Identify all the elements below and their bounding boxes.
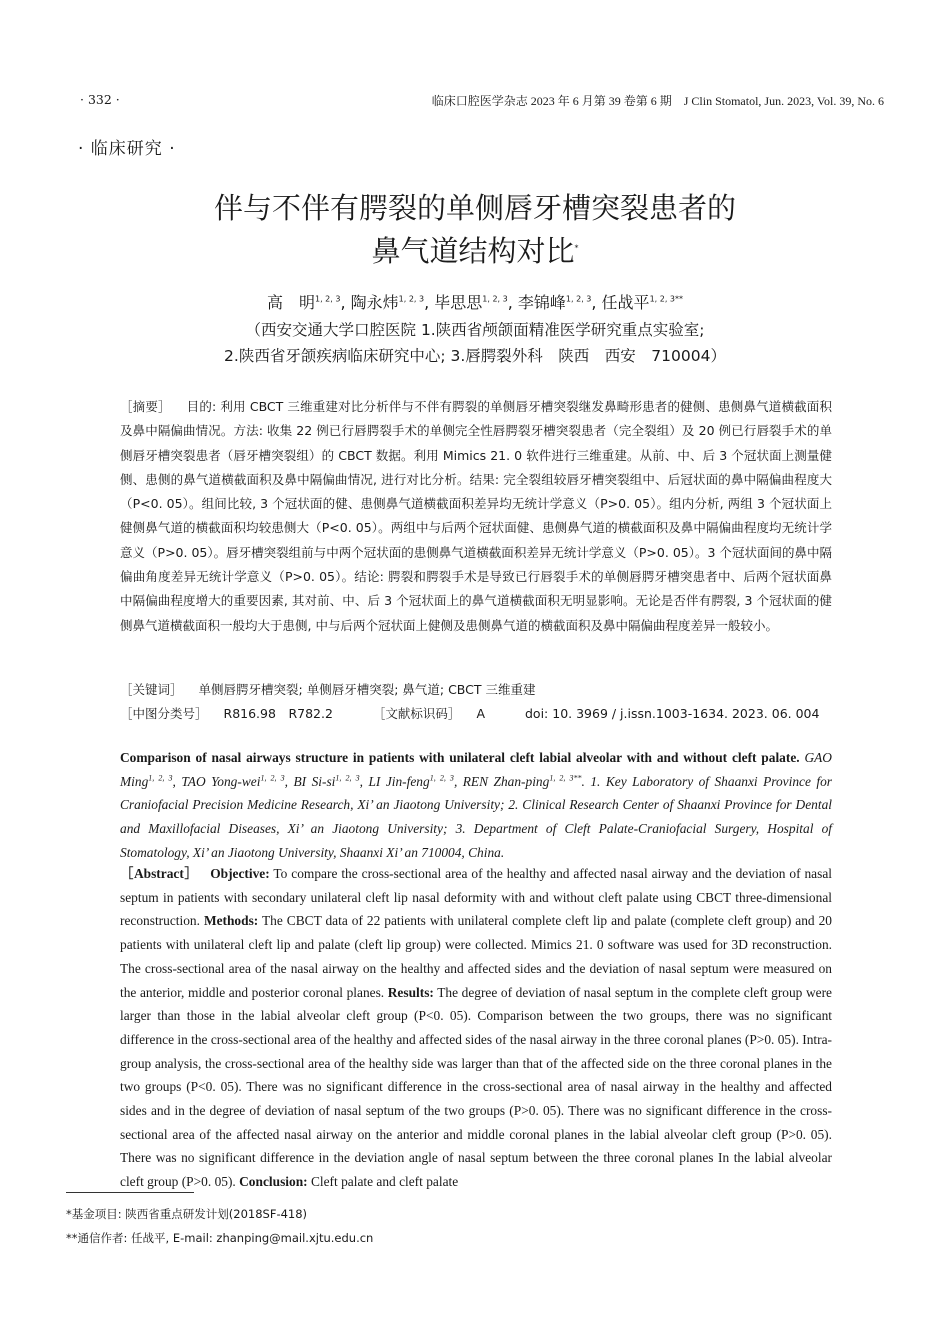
section-label: · 临床研究 · [78,139,176,159]
doi: doi: 10. 3969 / j.issn.1003-1634. 2023. 06. 004 [525,706,820,721]
author-list: 高 明$^{1, 2, 3}$, 陶永炜$^{1, 2, 3}$, 毕思思$^{1, 2, 3}$, 李锦峰$^{1, 2, 3}$, 任战平$^{1, 2, 3**}$ [266,293,684,312]
article-title-line-1: 伴与不伴有腭裂的单侧唇牙槽突裂患者的 [213,191,736,225]
author: LI Jin-feng [368,773,430,789]
results-text: The degree of deviation of nasal septum in the complete cleft group were larger than those in the labial alveolar cleft group (P<0. 05). Comparison between the two groups, there was no significant difference in the cross-sectional area of the healthy and affected sides of the nasal airway in the three coronal planes (P>0. 05). Intra-group analysis, the cross-sectional area of the healthy side was larger than that of the affected side on the three coronal planes in the two groups (P<0. 05). There was no significant difference in the cross-sectional area of nasal airway in the healthy and affected sides and in the degree of deviation of nasal septum of the two groups (P>0. 05). There was no significant difference in the cross-sectional area of the affected nasal airway on the anterior and middle coronal planes in the labial alveolar cleft group (P>0. 05). There was no significant difference in the deviation angle of nasal septum between the three coronal planes In the labial alveolar cleft group (P>0. 05). [120,984,833,1190]
chinese-keywords [120,678,832,702]
english-abstract [120,862,832,1194]
methods-label: Methods: [203,913,259,929]
abstract-text: 目的: 利用 CBCT 三维重建对比分析伴与不伴有腭裂的单侧唇牙槽突裂继发鼻畸形患者的健侧、患侧鼻气道横截面积及鼻中隔偏曲情况。方法: 收集 22 例已行唇腭裂手术的单侧完全性唇腭裂牙槽突裂患者（完全裂组）及 20 例已行唇裂手术的单侧唇牙槽突裂患者（唇牙槽突裂组）的 CBCT 数据。利用 Mimics 21. 0 软件进行三维重建。从前、中、后 3 个冠状面上测量健侧、患侧的鼻气道横截面积及鼻中隔偏曲情况, 进行对比分析。结果: 完全裂组较唇牙槽突裂组中、后冠状面的鼻中隔偏曲程度大（P<0. 05）。组间比较, 3 个冠状面的健、患侧鼻气道横截面积差异均无统计学意义（P>0. 05）。组内分析, 两组 3 个冠状面上健侧鼻气道的横截面积均较患侧大（P<0. 05）。两组中与后两个冠状面健、患侧鼻气道的横截面积及鼻中隔偏曲程度均无统计学意义（P>0. 05）。唇牙槽突裂组前与中两个冠状面的患侧鼻气道横截面积差异无统计学意义（P>0. 05）。3 个冠状面间的鼻中隔偏曲角度差异无统计学意义（P>0. 05）。结论: 腭裂和腭裂手术是导致已行唇裂手术的单侧唇腭牙槽突患者中、后两个冠状面鼻中隔偏曲程度增大的重要因素, 其对前、中、后 3 个冠状面上的鼻气道横截面积无明显影响。无论是否伴有腭裂, 3 个冠状面的健侧鼻气道横截面积一般均大于患侧, 中与后两个冠状面上健侧及患侧鼻气道的横截面积及鼻中隔偏曲程度差异一般较小。 [120,399,832,633]
abstract-tag: ［Abstract］ [120,866,199,881]
clc-tag: ［中图分类号］ [120,706,208,721]
author: REN Zhan-ping [462,773,550,789]
results-label: Results: [387,984,434,1000]
author: 任战平 [601,293,650,312]
author-affiliation-mark: 1, 2, 3 [429,773,454,783]
author-affiliation-mark: 1, 2, 3 [335,773,360,783]
author-affiliation-mark: 1, 2, 3** [649,294,684,304]
author: GAO Ming [120,750,832,789]
author-affiliation-mark: 1, 2, 3 [398,294,425,304]
footnote-corresponding: **通信作者: 任战平, E-mail: zhanping@mail.xjtu.edu.cn [66,1231,374,1245]
affiliation-line-2: 2.陕西省牙颌疾病临床研究中心; 3.唇腭裂外科 陕西 西安 710004） [224,347,726,365]
article-title-line-2 [0,229,950,270]
page-number: · 332 · [80,92,120,107]
author-affiliation-mark: 1, 2, 3 [315,294,341,304]
author: 毕思思 [434,293,483,312]
doc-code-tag: ［文献标识码］ [372,706,461,721]
journal-running-header: 临床口腔医学杂志 2023 年 6 月第 39 卷第 6 期 J Clin Stomatol, Jun. 2023, Vol. 39, No. 6 [431,94,884,108]
abstract-tag: ［摘要］ [120,399,171,414]
author-affiliation-mark: 1, 2, 3 [482,294,508,304]
author-affiliation-mark: 1, 2, 3 [148,773,173,783]
objective-text: To compare the cross-sectional area of the healthy and affected nasal airway and the deviation of nasal septum in patients with secondary unilateral cleft lip nasal deformity with and without cleft palate using CBCT three-dimensional reconstruction. [120,866,832,929]
keywords-tag: ［关键词］ [120,682,183,697]
author: TAO Yong-wei [181,773,261,789]
author: 陶永炜 [350,293,399,312]
author: BI Si-si [293,773,336,789]
author-affiliation-mark: 1, 2, 3 [565,294,592,304]
conclusion-label: Conclusion: [239,1174,308,1190]
footnote-fund: *基金项目: 陕西省重点研发计划(2018SF-418) [66,1207,308,1221]
english-title-block [120,746,832,865]
classification-line [120,702,832,726]
chinese-abstract [120,395,832,638]
author-affiliation-mark: 1, 2, 3 [260,773,285,783]
methods-text: The CBCT data of 22 patients with unilateral complete cleft lip and palate (complete cleft group) and 20 patients with unilateral cleft lip and palate (cleft lip group) were collected. Mimics 21. 0 software was used for 3D reconstruction. The cross-sectional area of the nasal airway on the healthy and affected sides and the deviation of nasal septum were measured on the anterior, middle and posterior coronal planes. [120,913,832,1000]
conclusion-text: Cleft palate and cleft palate [307,1174,459,1190]
article-title-text: 鼻气道结构对比 [371,234,575,268]
clc-number: R816.98 R782.2 [223,706,333,721]
author-affiliation-mark: 1, 2, 3** [549,773,582,783]
title-footnote-mark: * [574,243,579,253]
english-title: Comparison of nasal airways structure in patients with unilateral cleft labial alveolar with and without cleft palate. [120,750,800,765]
english-affiliation: 1. Key Laboratory of Shaanxi Province for Craniofacial Precision Medicine Research, Xi’ an Jiaotong University; 2. Clinical Research Center of Shaanxi Province for Dental and Maxillofacial Diseases, Xi’ an Jiaotong University; 3. Department of Cleft Palate-Craniofacial Surgery, Hospital of Stomatology, Xi’ an Jiaotong University, Shaanxi Xi’ an 710004, China. [120,773,833,860]
footnote-divider [66,1192,194,1193]
doc-code: A [476,706,485,721]
objective-label: Objective: [210,866,270,881]
keywords-text: 单侧唇腭牙槽突裂; 单侧唇牙槽突裂; 鼻气道; CBCT 三维重建 [198,682,536,697]
author: 李锦峰 [517,293,566,312]
affiliation-line-1: （西安交通大学口腔医院 1.陕西省颅颌面精准医学研究重点实验室; [245,321,705,339]
english-authors: GAO Ming$^{1, 2, 3}$, TAO Yong-wei$^{1, 2, 3}$, BI Si-si$^{1, 2, 3}$, LI Jin-feng$^{1, 2, 3}$, REN Zhan-ping$^{1, 2, 3**}$. 1. Key Laboratory of Shaanxi Province for Craniofacial Precision Medicine Research, Xi’ an Jiaotong University; 2. Clinical Research Center of Shaanxi Province for Dental and Maxillofacial Diseases, Xi’ an Jiaotong University; 3. Department of Cleft Palate-Craniofacial Surgery, Hospital of Stomatology, Xi’ an Jiaotong University, Shaanxi Xi’ an 710004, China. [120,750,833,860]
author: 高 明 [266,293,315,312]
